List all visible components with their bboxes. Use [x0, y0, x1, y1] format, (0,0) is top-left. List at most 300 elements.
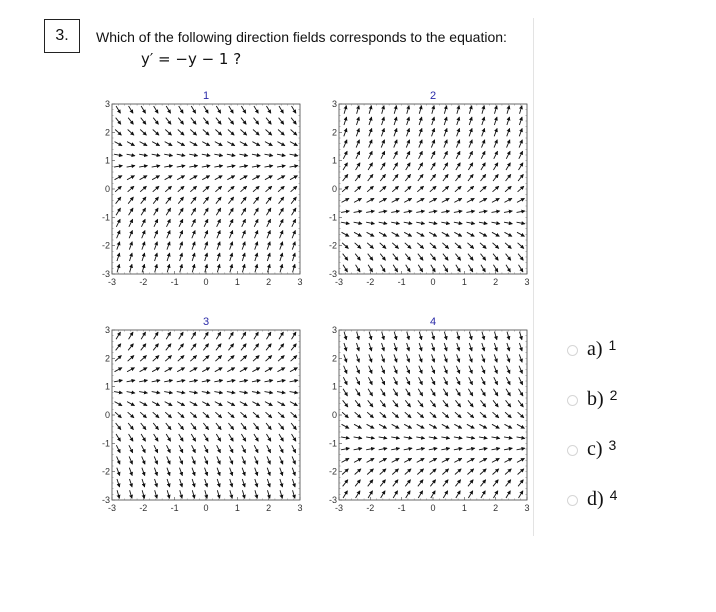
- field-arrow: [142, 253, 145, 261]
- field-arrow: [114, 166, 122, 168]
- field-arrow: [504, 211, 512, 213]
- field-arrow: [416, 448, 424, 450]
- field-arrow: [419, 140, 422, 148]
- field-arrow: [254, 106, 258, 113]
- field-arrow: [116, 445, 120, 453]
- field-arrow: [292, 332, 296, 339]
- field-arrow: [479, 222, 487, 224]
- field-arrow: [356, 140, 359, 148]
- field-arrow: [455, 469, 461, 475]
- field-arrow: [179, 456, 182, 464]
- field-arrow: [240, 186, 246, 192]
- field-arrow: [279, 197, 284, 204]
- field-arrow: [254, 445, 258, 453]
- field-arrow: [355, 174, 360, 181]
- field-arrow: [368, 163, 372, 170]
- field-arrow: [454, 458, 461, 462]
- field-arrow: [241, 118, 246, 125]
- field-arrow: [230, 242, 233, 250]
- field-arrow: [129, 445, 133, 453]
- field-arrow: [417, 458, 424, 462]
- field-arrow: [343, 400, 348, 407]
- field-arrow: [444, 332, 446, 340]
- field-arrow: [230, 479, 233, 487]
- field-arrow: [355, 412, 361, 418]
- field-arrow: [116, 219, 120, 227]
- field-arrow: [252, 368, 259, 372]
- field-arrow: [482, 354, 485, 362]
- field-arrow: [406, 151, 410, 159]
- field-arrow: [419, 117, 422, 125]
- field-arrow: [342, 243, 348, 249]
- field-arrow: [494, 117, 497, 125]
- field-arrow: [480, 254, 485, 261]
- field-arrow: [128, 412, 134, 418]
- field-arrow: [479, 437, 487, 439]
- field-arrow: [369, 332, 371, 340]
- field-arrow: [368, 151, 372, 159]
- field-arrow: [481, 491, 485, 498]
- field-arrow: [255, 468, 258, 476]
- field-arrow: [344, 117, 347, 125]
- field-arrow: [405, 480, 410, 487]
- field-arrow: [280, 468, 283, 476]
- field-arrow: [177, 154, 185, 156]
- y-tick-label: 3: [104, 99, 110, 109]
- field-arrow: [357, 106, 359, 114]
- field-arrow: [429, 458, 436, 462]
- field-arrow: [518, 469, 524, 475]
- field-arrow: [469, 366, 472, 374]
- field-arrow: [417, 232, 424, 236]
- option-a[interactable]: [567, 338, 616, 361]
- radio-a[interactable]: [567, 345, 578, 356]
- question-equation: y′ = −y − 1 ?: [141, 50, 242, 68]
- field-arrow: [517, 198, 524, 202]
- field-arrow: [240, 412, 246, 418]
- field-arrow: [419, 366, 422, 374]
- field-arrow: [442, 198, 449, 202]
- field-arrow: [518, 243, 524, 249]
- field-arrow: [292, 253, 295, 261]
- field-arrow: [444, 354, 447, 362]
- field-arrow: [344, 366, 347, 374]
- field-arrow: [467, 458, 474, 462]
- field-arrow: [394, 332, 396, 340]
- field-arrow: [492, 198, 499, 202]
- field-arrow: [177, 402, 184, 406]
- field-arrow: [280, 490, 282, 498]
- field-arrow: [242, 456, 245, 464]
- field-arrow: [142, 479, 145, 487]
- field-arrow: [167, 253, 170, 261]
- field-arrow: [153, 197, 158, 204]
- field-arrow: [343, 254, 348, 261]
- field-arrow: [416, 222, 424, 224]
- field-arrow: [228, 412, 234, 418]
- field-arrow: [454, 198, 461, 202]
- field-arrow: [506, 480, 511, 487]
- radio-d[interactable]: [567, 495, 578, 506]
- field-arrow: [491, 211, 499, 213]
- field-arrow: [506, 389, 510, 396]
- field-arrow: [117, 264, 119, 272]
- option-b-value: 2: [609, 387, 618, 403]
- field-arrow: [431, 491, 435, 498]
- field-arrow: [277, 154, 285, 156]
- field-arrow: [418, 491, 422, 498]
- y-tick-label: -2: [101, 240, 110, 251]
- field-arrow: [191, 118, 196, 125]
- field-arrow: [254, 332, 258, 339]
- field-arrow: [519, 343, 522, 351]
- field-arrow: [139, 380, 147, 382]
- field-arrow: [179, 230, 182, 238]
- field-arrow: [418, 163, 422, 170]
- field-arrow: [255, 479, 258, 487]
- field-arrow: [203, 129, 209, 135]
- x-tick-label: -3: [334, 503, 344, 513]
- y-tick-label: 3: [331, 99, 337, 109]
- field-arrow: [468, 480, 473, 487]
- option-d[interactable]: [567, 488, 617, 511]
- field-arrow: [457, 354, 460, 362]
- field-arrow: [504, 424, 511, 428]
- field-arrow: [431, 140, 434, 148]
- field-arrow: [392, 243, 398, 249]
- field-arrow: [114, 154, 122, 156]
- field-arrow: [117, 242, 120, 250]
- field-arrow: [431, 151, 435, 159]
- option-a-value: 1: [608, 337, 617, 353]
- x-tick-label: 3: [524, 503, 530, 513]
- field-arrow: [166, 423, 171, 430]
- field-arrow: [242, 242, 245, 250]
- field-arrow: [203, 412, 209, 418]
- field-arrow: [517, 232, 524, 236]
- field-arrow: [494, 343, 497, 351]
- field-arrow: [154, 208, 158, 215]
- field-arrow: [264, 392, 272, 394]
- field-arrow: [354, 222, 362, 224]
- field-arrow: [202, 380, 210, 382]
- field-arrow: [202, 368, 209, 372]
- field-arrow: [167, 456, 170, 464]
- radio-b[interactable]: [567, 395, 578, 406]
- field-arrow: [292, 230, 295, 238]
- field-arrow: [405, 412, 411, 418]
- field-arrow: [252, 380, 260, 382]
- field-arrow: [179, 445, 183, 453]
- field-arrow: [140, 368, 147, 372]
- field-arrow: [190, 402, 197, 406]
- field-arrow: [254, 434, 258, 441]
- field-arrow: [356, 377, 360, 385]
- field-arrow: [239, 380, 247, 382]
- field-arrow: [406, 366, 409, 374]
- y-tick-label: 1: [331, 155, 337, 166]
- field-arrow: [444, 117, 447, 125]
- field-arrow: [192, 479, 195, 487]
- option-b-label: b): [587, 388, 604, 410]
- field-arrow: [242, 253, 245, 261]
- field-arrow: [216, 423, 221, 430]
- direction-field-svg-1: [100, 88, 330, 304]
- field-arrow: [167, 490, 169, 498]
- field-arrow: [368, 377, 372, 385]
- field-arrow: [228, 118, 233, 125]
- field-arrow: [392, 458, 399, 462]
- field-arrow: [380, 243, 386, 249]
- field-arrow: [252, 176, 259, 180]
- field-arrow: [241, 208, 245, 215]
- field-arrow: [469, 332, 471, 340]
- field-arrow: [240, 142, 247, 146]
- field-arrow: [117, 230, 120, 238]
- field-arrow: [115, 176, 122, 180]
- field-arrow: [240, 368, 247, 372]
- field-arrow: [507, 366, 510, 374]
- field-arrow: [419, 377, 423, 385]
- y-tick-label: 2: [104, 127, 110, 138]
- field-arrow: [116, 434, 120, 441]
- field-arrow: [393, 151, 397, 159]
- field-arrow: [265, 402, 272, 406]
- field-arrow: [468, 491, 472, 498]
- field-arrow: [431, 377, 435, 385]
- y-tick-label: 2: [331, 127, 337, 138]
- field-arrow: [191, 208, 195, 215]
- field-arrow: [454, 424, 461, 428]
- field-arrow: [166, 445, 170, 453]
- field-arrow: [504, 222, 512, 224]
- field-arrow: [344, 343, 347, 351]
- field-arrow: [520, 106, 522, 114]
- x-tick-label: 1: [234, 277, 240, 287]
- field-arrow: [229, 434, 233, 441]
- field-arrow: [204, 445, 208, 453]
- field-arrow: [506, 254, 511, 261]
- field-arrow: [366, 222, 374, 224]
- field-arrow: [191, 106, 195, 113]
- field-arrow: [179, 332, 183, 339]
- field-arrow: [454, 437, 462, 439]
- field-arrow: [456, 151, 460, 159]
- field-arrow: [494, 151, 498, 159]
- field-arrow: [442, 186, 448, 192]
- field-arrow: [520, 332, 522, 340]
- field-arrow: [267, 230, 270, 238]
- field-arrow: [116, 332, 120, 339]
- field-arrow: [380, 480, 385, 487]
- field-arrow: [393, 174, 398, 181]
- field-arrow: [114, 380, 122, 382]
- field-arrow: [368, 389, 372, 396]
- field-arrow: [354, 458, 361, 462]
- field-arrow: [441, 448, 449, 450]
- field-arrow: [404, 458, 411, 462]
- field-arrow: [290, 392, 298, 394]
- field-arrow: [277, 380, 285, 382]
- field-arrow: [179, 106, 183, 113]
- field-arrow: [290, 154, 298, 156]
- field-arrow: [442, 243, 448, 249]
- field-arrow: [344, 354, 347, 362]
- field-arrow: [152, 142, 159, 146]
- field-arrow: [140, 129, 146, 135]
- field-arrow: [178, 412, 184, 418]
- field-arrow: [217, 445, 221, 453]
- y-tick-label: 0: [331, 184, 337, 194]
- field-arrow: [418, 480, 423, 487]
- field-arrow: [191, 344, 196, 351]
- option-a-label: a): [587, 338, 603, 360]
- field-arrow: [266, 412, 272, 418]
- field-arrow: [291, 197, 296, 204]
- field-arrow: [405, 400, 410, 407]
- field-arrow: [266, 106, 270, 113]
- field-arrow: [380, 400, 385, 407]
- field-arrow: [467, 243, 473, 249]
- field-arrow: [456, 366, 459, 374]
- field-arrow: [354, 211, 362, 213]
- field-arrow: [430, 174, 435, 181]
- y-tick-label: -3: [101, 495, 110, 505]
- field-arrow: [278, 355, 284, 361]
- y-tick-label: 3: [104, 325, 110, 335]
- option-b[interactable]: [567, 388, 617, 411]
- field-arrow: [229, 208, 233, 215]
- y-tick-label: -2: [101, 466, 110, 477]
- field-arrow: [430, 243, 436, 249]
- field-arrow: [380, 174, 385, 181]
- field-arrow: [252, 154, 260, 156]
- field-arrow: [279, 219, 283, 227]
- field-arrow: [292, 242, 295, 250]
- field-arrow: [215, 402, 222, 406]
- field-arrow: [519, 265, 523, 272]
- field-arrow: [504, 232, 511, 236]
- field-arrow: [192, 490, 194, 498]
- field-arrow: [381, 366, 384, 374]
- direction-field-svg-2: [327, 88, 557, 304]
- field-arrow: [355, 480, 360, 487]
- field-arrow: [493, 389, 497, 396]
- field-arrow: [419, 343, 422, 351]
- field-arrow: [253, 118, 258, 125]
- option-c[interactable]: [567, 438, 616, 461]
- field-arrow: [466, 437, 474, 439]
- field-arrow: [442, 412, 448, 418]
- field-arrow: [367, 412, 373, 418]
- field-arrow: [127, 142, 134, 146]
- field-arrow: [153, 186, 159, 192]
- field-arrow: [506, 265, 510, 272]
- field-arrow: [432, 117, 435, 125]
- field-arrow: [354, 198, 361, 202]
- field-arrow: [479, 198, 486, 202]
- field-arrow: [519, 163, 523, 170]
- field-arrow: [242, 445, 246, 453]
- field-arrow: [240, 176, 247, 180]
- field-arrow: [354, 232, 361, 236]
- field-arrow: [128, 129, 134, 135]
- field-arrow: [140, 176, 147, 180]
- radio-c[interactable]: [567, 445, 578, 456]
- field-arrow: [341, 211, 349, 213]
- field-arrow: [382, 343, 385, 351]
- field-arrow: [192, 242, 195, 250]
- field-arrow: [455, 243, 461, 249]
- field-arrow: [456, 163, 460, 170]
- field-arrow: [167, 230, 170, 238]
- field-arrow: [441, 222, 449, 224]
- field-arrow: [379, 198, 386, 202]
- field-arrow: [368, 174, 373, 181]
- field-arrow: [419, 151, 423, 159]
- y-tick-label: 3: [331, 325, 337, 335]
- direction-field-svg-4: [327, 314, 557, 530]
- field-arrow: [241, 197, 246, 204]
- field-arrow: [444, 343, 447, 351]
- field-arrow: [142, 230, 145, 238]
- question-number: 3.: [44, 19, 80, 53]
- field-arrow: [266, 355, 272, 361]
- field-arrow: [252, 142, 259, 146]
- field-arrow: [227, 368, 234, 372]
- field-arrow: [504, 458, 511, 462]
- field-arrow: [266, 118, 271, 125]
- field-arrow: [202, 154, 210, 156]
- field-arrow: [242, 230, 245, 238]
- x-tick-label: -2: [366, 503, 375, 513]
- y-tick-label: -2: [328, 240, 337, 251]
- field-arrow: [479, 458, 486, 462]
- x-tick-label: -2: [139, 277, 148, 287]
- x-tick-label: 2: [266, 503, 272, 513]
- field-arrow: [279, 423, 284, 430]
- field-arrow: [406, 491, 410, 498]
- field-arrow: [153, 118, 158, 125]
- field-arrow: [357, 332, 359, 340]
- field-arrow: [253, 186, 259, 192]
- field-arrow: [228, 186, 234, 192]
- field-arrow: [140, 402, 147, 406]
- field-arrow: [381, 151, 385, 159]
- field-arrow: [418, 174, 423, 181]
- field-arrow: [266, 332, 270, 339]
- field-arrow: [393, 400, 398, 407]
- field-arrow: [467, 198, 474, 202]
- field-arrow: [116, 106, 120, 113]
- field-arrow: [432, 128, 435, 136]
- field-arrow: [266, 186, 272, 192]
- field-arrow: [394, 128, 397, 136]
- field-arrow: [127, 380, 135, 382]
- field-arrow: [406, 163, 410, 170]
- field-arrow: [379, 448, 387, 450]
- field-arrow: [493, 412, 499, 418]
- field-arrow: [342, 186, 348, 192]
- field-arrow: [217, 468, 220, 476]
- field-arrow: [167, 468, 170, 476]
- field-arrow: [292, 208, 296, 215]
- y-tick-label: -1: [328, 438, 337, 449]
- field-arrow: [517, 211, 525, 213]
- field-arrow: [228, 129, 234, 135]
- field-arrow: [469, 128, 472, 136]
- field-arrow: [467, 232, 474, 236]
